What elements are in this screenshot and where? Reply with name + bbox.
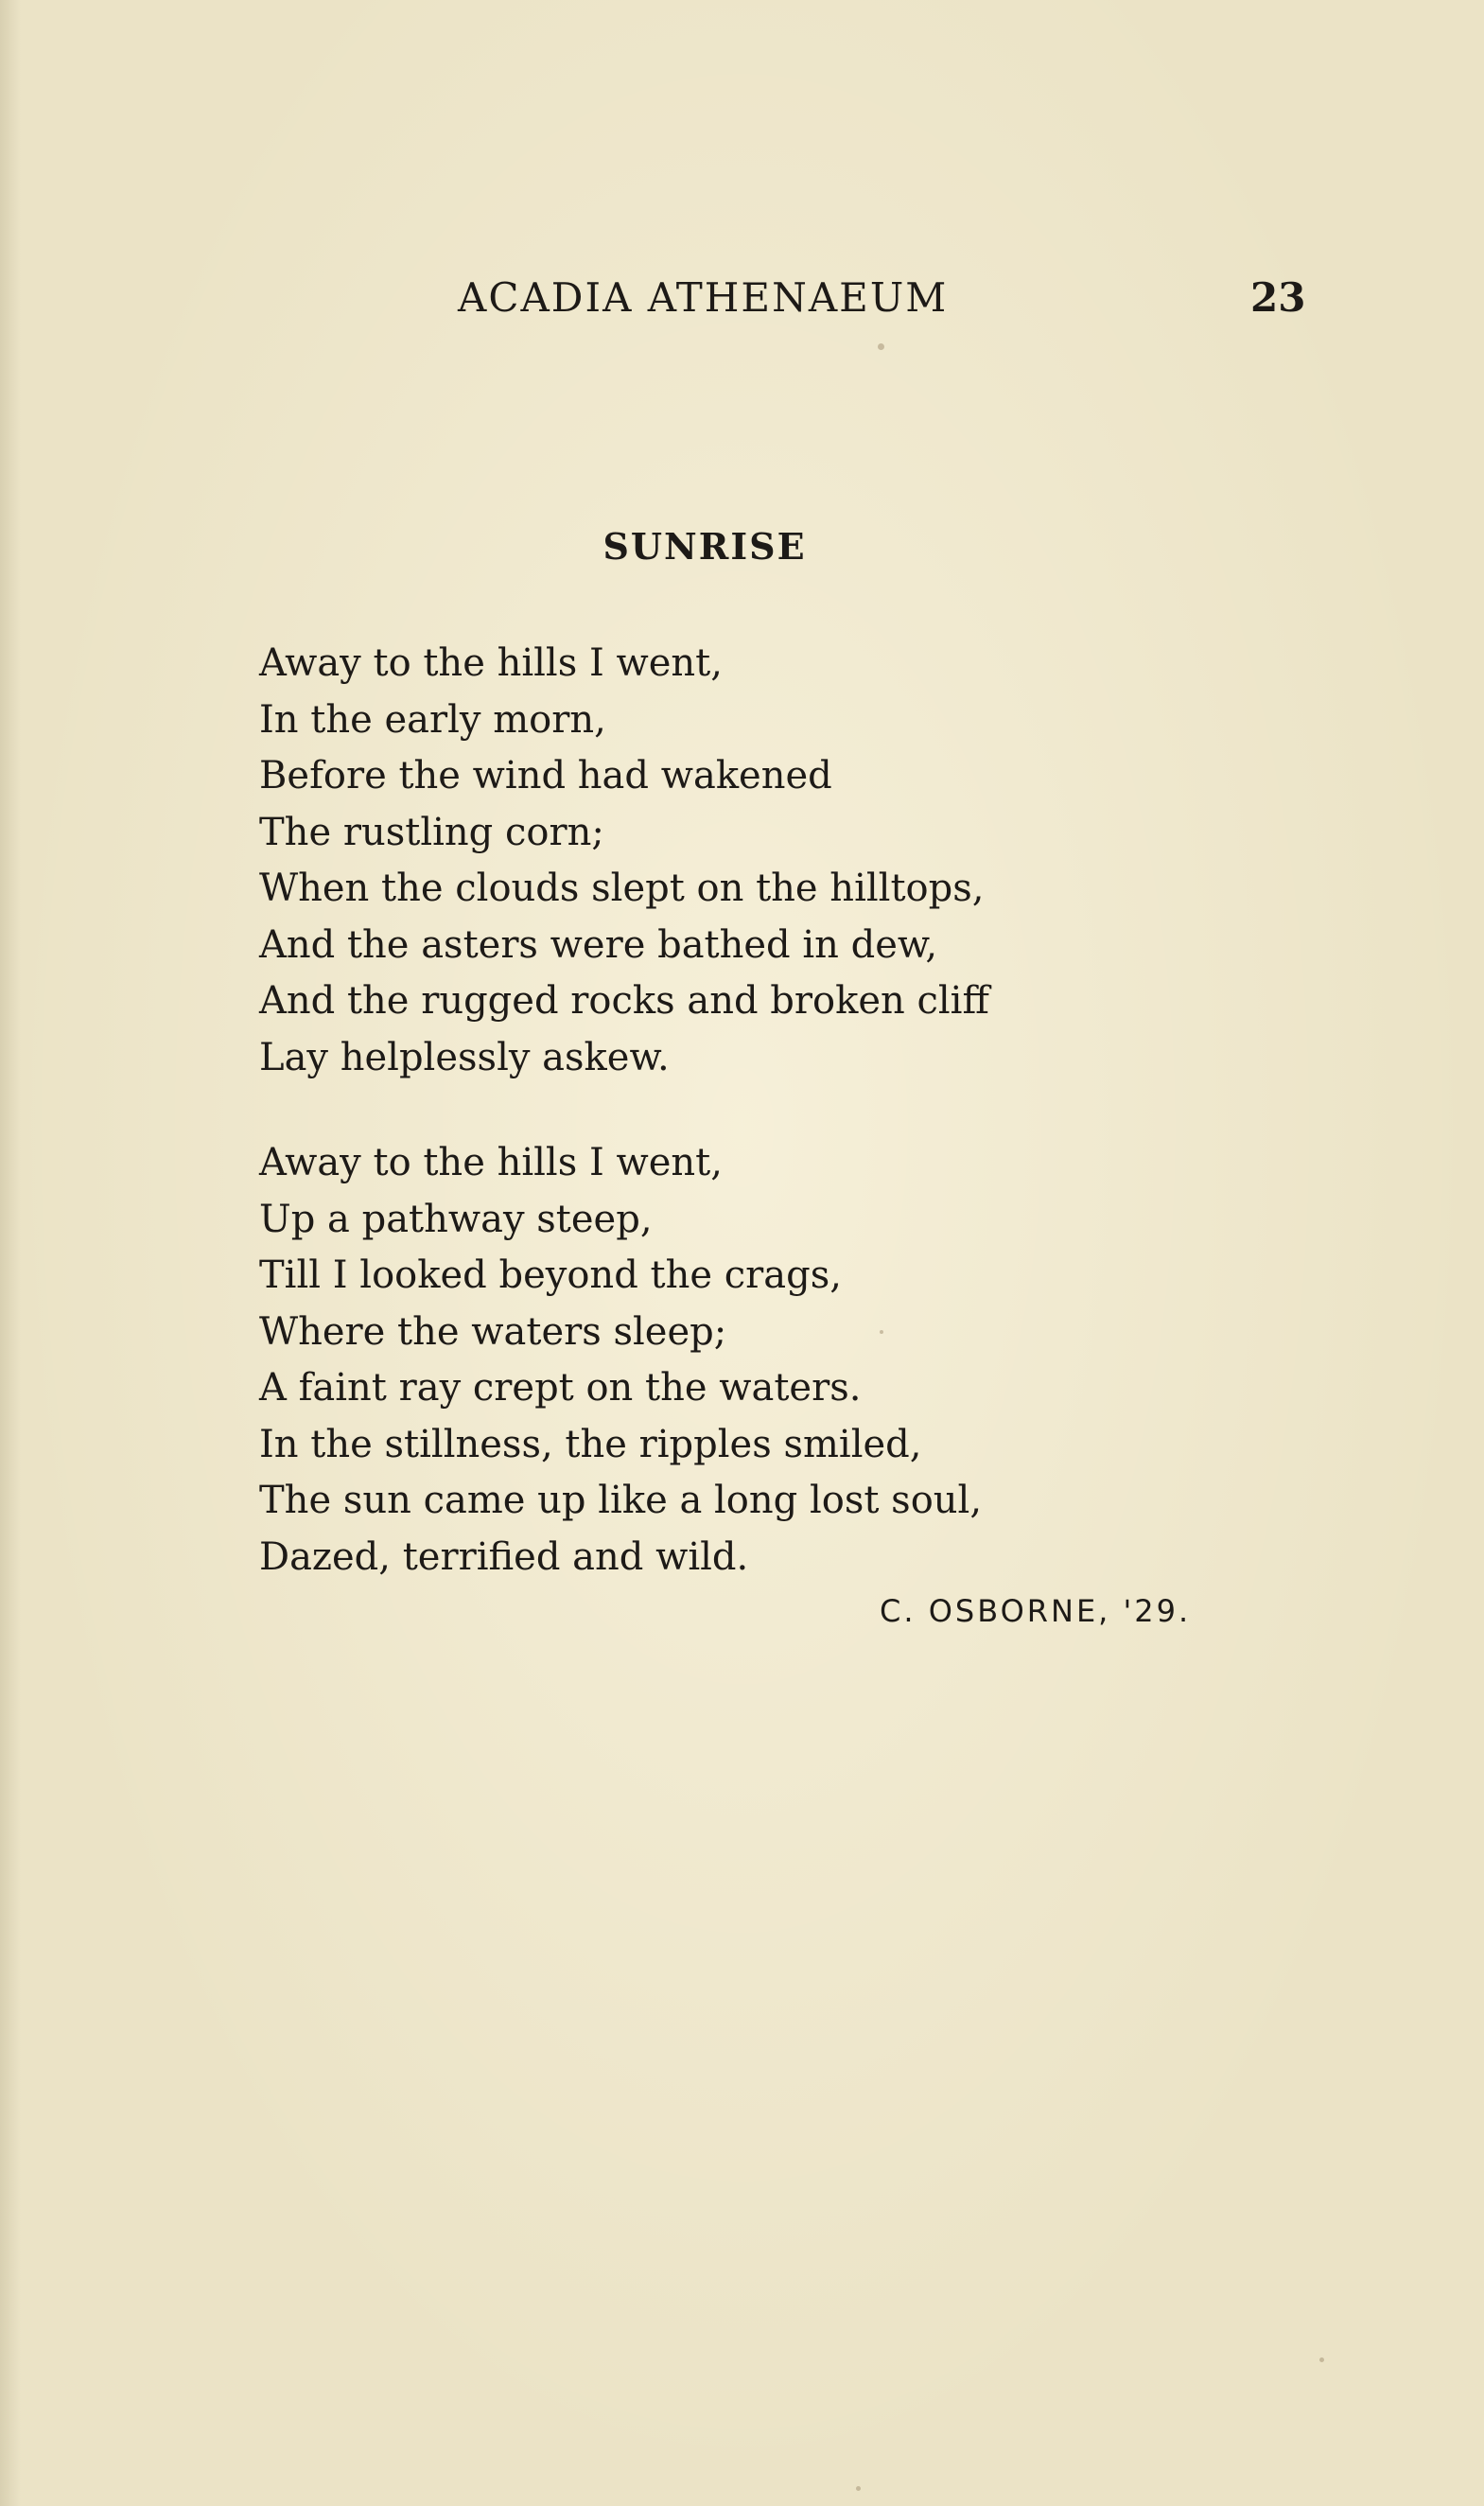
poem-line: And the rugged rocks and broken cliff (259, 979, 989, 1023)
poem-line: And the asters were bathed in dew, (259, 922, 938, 967)
poem-line: Where the waters sleep; (259, 1309, 727, 1354)
poem-line: Away to the hills I went, (259, 1141, 723, 1184)
paper-speck (1319, 2357, 1324, 2362)
poem-line: When the clouds slept on the hilltops, (259, 867, 985, 910)
running-head (0, 274, 1484, 331)
poem-line: The sun came up like a long lost soul, (259, 1479, 983, 1522)
poem-stanza-1 (259, 636, 1300, 1086)
poem-title: SUNRISE (602, 525, 807, 568)
poem-stanza-2 (259, 1135, 1300, 1586)
poem-line: A faint ray crept on the waters. (259, 1366, 862, 1410)
poem-line: Till I looked beyond the crags, (259, 1253, 842, 1297)
poem-line: The rustling corn; (259, 810, 604, 854)
paper-speck (880, 1330, 883, 1334)
journal-title: ACADIA ATHENAEUM (458, 274, 949, 321)
poem-line: In the early morn, (259, 697, 606, 742)
poem-line: In the stillness, the ripples smiled, (259, 1422, 922, 1466)
paper-speck (878, 343, 884, 350)
poem-line: Dazed, terrified and wild. (259, 1534, 749, 1579)
author-signature: C. OSBORNE, '29. (880, 1593, 1192, 1629)
poem-line: Up a pathway steep, (259, 1197, 653, 1241)
poem-line: Away to the hills I went, (259, 641, 723, 685)
paper-speck (856, 2486, 861, 2491)
poem-line: Before the wind had wakened (259, 754, 832, 797)
poem-line: Lay helplessly askew. (259, 1035, 670, 1079)
page-number: 23 (1250, 274, 1306, 321)
